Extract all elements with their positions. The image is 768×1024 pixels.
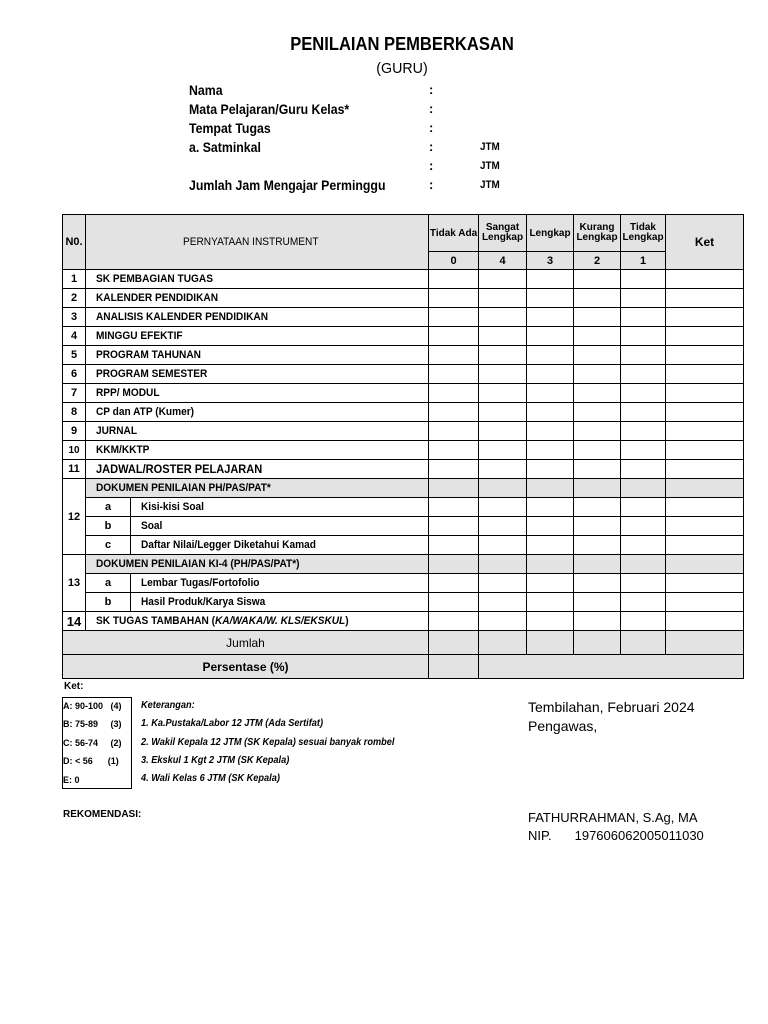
- header-kurang-line2: Lengkap: [576, 232, 618, 243]
- score-cell[interactable]: [621, 574, 666, 593]
- table-row: [63, 574, 744, 593]
- row-item-text: MINGGU EFEKTIF: [96, 330, 183, 342]
- header-no: N0.: [63, 215, 86, 270]
- score-cell: [479, 555, 527, 574]
- score-cell[interactable]: [479, 308, 527, 327]
- table-row: [63, 593, 744, 612]
- ket-cell[interactable]: [666, 403, 744, 422]
- table-row: [63, 536, 744, 555]
- nip-value: 197606062005011030: [574, 828, 704, 843]
- ket-cell[interactable]: [666, 308, 744, 327]
- table-row: [63, 384, 744, 403]
- score-cell[interactable]: [479, 441, 527, 460]
- info-value-satminkal: JTM: [480, 141, 500, 153]
- table-row: [63, 308, 744, 327]
- score-cell[interactable]: [621, 460, 666, 479]
- page-subtitle: (GURU): [376, 60, 428, 77]
- score-cell: [574, 479, 621, 498]
- sub-item-text: Kisi-kisi Soal: [141, 501, 205, 513]
- ket-cell[interactable]: [666, 422, 744, 441]
- signature-nip: [528, 828, 704, 843]
- header-tidak-ada-label: Tidak Ada: [429, 228, 478, 239]
- score-cell[interactable]: [621, 365, 666, 384]
- row-item-text: RPP/ MODUL: [96, 387, 160, 399]
- sub-item-text: Daftar Nilai/Legger Diketahui Kamad: [141, 539, 316, 551]
- rekomendasi-label: REKOMENDASI:: [63, 809, 142, 820]
- signature-name: FATHURRAHMAN, S.Ag, MA: [528, 810, 698, 825]
- table-row: [63, 289, 744, 308]
- group-title-text: DOKUMEN PENILAIAN KI-4 (PH/PAS/PAT*): [96, 558, 300, 570]
- score-cell[interactable]: [574, 422, 621, 441]
- info-value-blank: JTM: [480, 160, 500, 172]
- ket-cell[interactable]: [666, 574, 744, 593]
- score-cell[interactable]: [429, 422, 479, 441]
- header-kurang-line1: Kurang: [579, 222, 615, 233]
- ket-cell[interactable]: [666, 327, 744, 346]
- score-cell[interactable]: [621, 308, 666, 327]
- table-row-group-13: [63, 555, 744, 574]
- ket-cell[interactable]: [666, 460, 744, 479]
- header-tidak-ada: [429, 215, 479, 252]
- score-cell[interactable]: [527, 460, 574, 479]
- header-kurang-lengkap: [574, 215, 621, 252]
- sub-letter: a: [86, 574, 131, 593]
- row-item: [86, 346, 429, 365]
- score-cell[interactable]: [527, 308, 574, 327]
- grade-score: (1): [107, 756, 119, 766]
- row-no: 2: [63, 289, 86, 308]
- score-cell[interactable]: [574, 536, 621, 555]
- grade-label: B: 75-89: [63, 719, 99, 729]
- jumlah-row: [63, 631, 744, 655]
- score-cell[interactable]: [527, 517, 574, 536]
- row14-prefix: SK TUGAS TAMBAHAN (: [96, 615, 215, 627]
- grade-line: [63, 756, 119, 766]
- jumlah-cell[interactable]: [527, 631, 574, 655]
- score-cell[interactable]: [429, 612, 479, 631]
- sub-item: [131, 593, 429, 612]
- row-no: 10: [63, 441, 86, 460]
- score-4: 4: [479, 252, 527, 270]
- sub-item: [131, 517, 429, 536]
- score-cell[interactable]: [621, 270, 666, 289]
- score-1: 1: [621, 252, 666, 270]
- score-cell[interactable]: [621, 346, 666, 365]
- keterangan-item: 3. Ekskul 1 Kgt 2 JTM (SK Kepala): [141, 755, 290, 766]
- score-2: 2: [574, 252, 621, 270]
- score-cell[interactable]: [621, 384, 666, 403]
- score-cell[interactable]: [429, 384, 479, 403]
- ket-cell[interactable]: [666, 346, 744, 365]
- row14-italic: KA/WAKA/W. KLS/EKSKUL: [214, 615, 346, 627]
- table-row: [63, 365, 744, 384]
- sub-item-text: Hasil Produk/Karya Siswa: [141, 596, 266, 608]
- grade-line: [63, 701, 122, 711]
- page-title: PENILAIAN PEMBERKASAN: [290, 34, 514, 54]
- row-item: [86, 365, 429, 384]
- score-cell: [527, 479, 574, 498]
- score-cell[interactable]: [429, 270, 479, 289]
- jumlah-cell[interactable]: [621, 631, 666, 655]
- score-cell[interactable]: [527, 403, 574, 422]
- score-cell[interactable]: [429, 327, 479, 346]
- keterangan-title: Keterangan:: [141, 700, 195, 711]
- score-cell[interactable]: [574, 308, 621, 327]
- header-tidak-lengkap: [621, 215, 666, 252]
- header-lengkap-label: Lengkap: [529, 228, 571, 239]
- score-cell[interactable]: [574, 460, 621, 479]
- score-cell[interactable]: [574, 289, 621, 308]
- score-cell[interactable]: [479, 460, 527, 479]
- row-item: [86, 441, 429, 460]
- keterangan-item: 1. Ka.Pustaka/Labor 12 JTM (Ada Sertifat): [141, 718, 324, 729]
- score-cell[interactable]: [479, 422, 527, 441]
- score-cell[interactable]: [574, 498, 621, 517]
- row-no: 13: [63, 555, 86, 612]
- row-item-text: KKM/KKTP: [96, 444, 150, 456]
- assessment-table: [62, 214, 744, 679]
- header-sangat-line1: Sangat: [485, 222, 520, 233]
- score-cell[interactable]: [527, 612, 574, 631]
- score-cell: [429, 479, 479, 498]
- row-no: 8: [63, 403, 86, 422]
- score-cell[interactable]: [479, 384, 527, 403]
- score-cell[interactable]: [479, 289, 527, 308]
- persentase-value-cell[interactable]: [479, 655, 744, 679]
- grade-line: [63, 738, 122, 748]
- table-row: [63, 327, 744, 346]
- header-sangat-lengkap: [479, 215, 527, 252]
- score-cell[interactable]: [479, 403, 527, 422]
- sub-letter: a: [86, 498, 131, 517]
- score-cell[interactable]: [429, 289, 479, 308]
- score-cell[interactable]: [574, 612, 621, 631]
- score-0: 0: [429, 252, 479, 270]
- row-item: [86, 403, 429, 422]
- sub-item: [131, 536, 429, 555]
- row-no: 5: [63, 346, 86, 365]
- grade-label: A: 90-100: [63, 701, 104, 711]
- info-label-nama: Nama: [189, 82, 223, 98]
- row-item-text: JADWAL/ROSTER PELAJARAN: [96, 462, 263, 476]
- ket-cell[interactable]: [666, 612, 744, 631]
- score-cell[interactable]: [479, 517, 527, 536]
- row-no: 11: [63, 460, 86, 479]
- score-cell: [574, 555, 621, 574]
- score-cell[interactable]: [527, 574, 574, 593]
- keterangan-item: 2. Wakil Kepala 12 JTM (SK Kepala) sesuai banyak rombel: [141, 737, 395, 748]
- row-item: [86, 612, 429, 631]
- info-colon: :: [429, 139, 434, 154]
- score-cell[interactable]: [621, 289, 666, 308]
- sub-letter: c: [86, 536, 131, 555]
- jumlah-cell[interactable]: [574, 631, 621, 655]
- ket-cell[interactable]: [666, 593, 744, 612]
- info-label-tempat: Tempat Tugas: [189, 120, 271, 136]
- score-cell[interactable]: [479, 612, 527, 631]
- score-cell[interactable]: [429, 517, 479, 536]
- grade-score: (3): [110, 719, 122, 729]
- sub-letter: b: [86, 593, 131, 612]
- score-cell[interactable]: [429, 346, 479, 365]
- table-row: [63, 422, 744, 441]
- score-cell[interactable]: [429, 403, 479, 422]
- score-cell[interactable]: [574, 593, 621, 612]
- jumlah-cell[interactable]: [479, 631, 527, 655]
- info-label-jam: Jumlah Jam Mengajar Perminggu: [189, 177, 386, 193]
- row-item: [86, 270, 429, 289]
- ket-cell[interactable]: [666, 441, 744, 460]
- signature-role: Pengawas,: [528, 718, 598, 734]
- row-item: [86, 289, 429, 308]
- score-cell[interactable]: [527, 327, 574, 346]
- score-cell[interactable]: [479, 593, 527, 612]
- score-cell: [429, 555, 479, 574]
- persentase-label: Persentase (%): [63, 655, 429, 679]
- score-cell[interactable]: [621, 593, 666, 612]
- score-cell[interactable]: [429, 498, 479, 517]
- table-row: [63, 270, 744, 289]
- grade-score: (4): [110, 701, 122, 711]
- sub-item-text: Soal: [141, 520, 163, 532]
- score-cell[interactable]: [429, 460, 479, 479]
- row-no: 6: [63, 365, 86, 384]
- score-cell[interactable]: [574, 384, 621, 403]
- ket-cell[interactable]: [666, 365, 744, 384]
- header-lengkap: [527, 215, 574, 252]
- table-row-group-12: [63, 479, 744, 498]
- score-cell[interactable]: [574, 270, 621, 289]
- score-cell[interactable]: [574, 574, 621, 593]
- ket-cell[interactable]: [666, 289, 744, 308]
- header-instrument: [86, 215, 429, 270]
- jumlah-label: Jumlah: [63, 631, 429, 655]
- row-item-text: ANALISIS KALENDER PENDIDIKAN: [96, 311, 269, 323]
- score-cell[interactable]: [574, 441, 621, 460]
- info-colon: :: [429, 177, 434, 192]
- score-cell[interactable]: [479, 365, 527, 384]
- row-no: 1: [63, 270, 86, 289]
- score-cell[interactable]: [479, 574, 527, 593]
- header-tidak-line1: Tidak: [630, 222, 656, 233]
- row-item-text: PROGRAM SEMESTER: [96, 368, 208, 380]
- score-cell[interactable]: [527, 365, 574, 384]
- info-colon: :: [429, 101, 434, 116]
- grade-label: E: 0: [63, 775, 80, 785]
- persentase-row: [63, 655, 744, 679]
- row-item: [86, 422, 429, 441]
- score-cell: [621, 555, 666, 574]
- row-item: [86, 308, 429, 327]
- score-cell[interactable]: [429, 365, 479, 384]
- ket-label: Ket:: [64, 681, 84, 692]
- sub-item: [131, 498, 429, 517]
- table-row: [63, 460, 744, 479]
- table-row: [63, 403, 744, 422]
- score-cell[interactable]: [429, 536, 479, 555]
- jumlah-cell[interactable]: [429, 631, 479, 655]
- score-cell[interactable]: [574, 346, 621, 365]
- score-cell[interactable]: [479, 327, 527, 346]
- ket-cell[interactable]: [666, 536, 744, 555]
- ket-cell[interactable]: [666, 498, 744, 517]
- row-item: [86, 460, 429, 479]
- sub-letter: b: [86, 517, 131, 536]
- score-cell[interactable]: [429, 593, 479, 612]
- signature-place-date: Tembilahan, Februari 2024: [528, 699, 695, 715]
- row-item-text: PROGRAM TAHUNAN: [96, 349, 201, 361]
- row-item-text: SK PEMBAGIAN TUGAS: [96, 273, 213, 285]
- score-cell[interactable]: [621, 403, 666, 422]
- score-cell[interactable]: [429, 308, 479, 327]
- info-colon: :: [429, 82, 434, 97]
- score-cell[interactable]: [479, 346, 527, 365]
- row-item: [86, 384, 429, 403]
- score-cell: [479, 479, 527, 498]
- row-no: 14: [63, 612, 86, 631]
- sub-item: [131, 574, 429, 593]
- score-cell[interactable]: [621, 612, 666, 631]
- header-instrument-label: PERNYATAAN INSTRUMENT: [183, 236, 319, 248]
- info-label-mapel: Mata Pelajaran/Guru Kelas*: [189, 101, 350, 117]
- ket-cell[interactable]: [666, 384, 744, 403]
- table-row: [63, 612, 744, 631]
- info-colon: :: [429, 158, 434, 173]
- info-label-satminkal: a. Satminkal: [189, 139, 261, 155]
- group-title-text: DOKUMEN PENILAIAN PH/PAS/PAT*: [96, 482, 271, 494]
- grade-label: C: 56-74: [63, 738, 99, 748]
- score-cell[interactable]: [527, 289, 574, 308]
- row-item-text: KALENDER PENDIDIKAN: [96, 292, 219, 304]
- score-cell[interactable]: [621, 441, 666, 460]
- nip-label: NIP.: [528, 828, 552, 843]
- grade-label: D: < 56: [63, 756, 93, 766]
- info-value-jam: JTM: [480, 179, 500, 191]
- jumlah-ket-cell[interactable]: [666, 631, 744, 655]
- info-colon: :: [429, 120, 434, 135]
- score-cell[interactable]: [429, 574, 479, 593]
- header-ket: Ket: [666, 215, 744, 270]
- score-cell[interactable]: [574, 327, 621, 346]
- score-cell[interactable]: [527, 441, 574, 460]
- score-cell[interactable]: [621, 498, 666, 517]
- header-tidak-line2: Lengkap: [622, 232, 664, 243]
- score-cell[interactable]: [621, 536, 666, 555]
- table-row: [63, 346, 744, 365]
- ket-cell: [666, 555, 744, 574]
- grade-line: [63, 719, 122, 729]
- ket-cell[interactable]: [666, 517, 744, 536]
- score-cell[interactable]: [429, 441, 479, 460]
- row-no: 9: [63, 422, 86, 441]
- score-cell[interactable]: [574, 517, 621, 536]
- row14-suffix: ): [345, 615, 349, 627]
- row-no: 7: [63, 384, 86, 403]
- persentase-cell[interactable]: [429, 655, 479, 679]
- ket-cell: [666, 479, 744, 498]
- ket-cell[interactable]: [666, 270, 744, 289]
- table-row: [63, 498, 744, 517]
- score-cell[interactable]: [527, 384, 574, 403]
- score-cell[interactable]: [621, 517, 666, 536]
- row-item: [86, 327, 429, 346]
- score-cell[interactable]: [621, 327, 666, 346]
- row-item-text: JURNAL: [96, 425, 138, 437]
- table-row: [63, 441, 744, 460]
- score-3: 3: [527, 252, 574, 270]
- group-title: [86, 555, 429, 574]
- group-title: [86, 479, 429, 498]
- sub-item-text: Lembar Tugas/Fortofolio: [141, 577, 260, 589]
- score-cell[interactable]: [574, 365, 621, 384]
- row-no: 12: [63, 479, 86, 555]
- score-cell[interactable]: [479, 536, 527, 555]
- keterangan-item: 4. Wali Kelas 6 JTM (SK Kepala): [141, 773, 280, 784]
- score-cell[interactable]: [479, 270, 527, 289]
- row-no: 3: [63, 308, 86, 327]
- score-cell[interactable]: [479, 498, 527, 517]
- row-item-text: CP dan ATP (Kumer): [96, 406, 195, 418]
- score-cell[interactable]: [574, 403, 621, 422]
- score-cell[interactable]: [527, 346, 574, 365]
- score-cell[interactable]: [527, 422, 574, 441]
- score-cell[interactable]: [527, 593, 574, 612]
- table-row: [63, 517, 744, 536]
- header-sangat-line2: Lengkap: [481, 232, 524, 243]
- grade-score: (2): [110, 738, 122, 748]
- score-cell[interactable]: [527, 498, 574, 517]
- score-cell[interactable]: [527, 536, 574, 555]
- grade-line: [63, 775, 80, 785]
- score-cell[interactable]: [621, 422, 666, 441]
- row-no: 4: [63, 327, 86, 346]
- score-cell: [527, 555, 574, 574]
- score-cell[interactable]: [527, 270, 574, 289]
- score-cell: [621, 479, 666, 498]
